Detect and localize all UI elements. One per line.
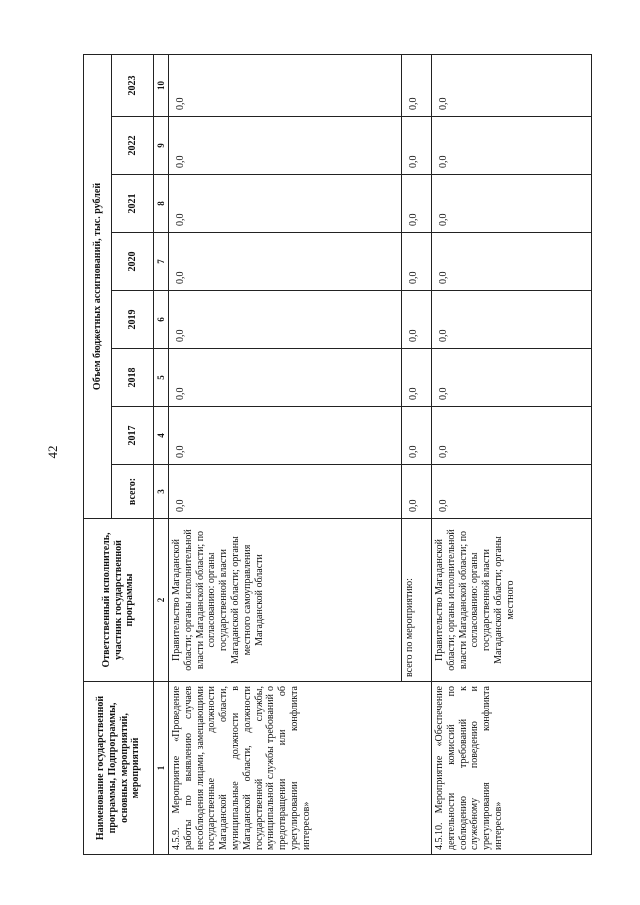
value-2017: 0,0 (402, 407, 432, 465)
page-number: 42 (45, 445, 60, 459)
header-year: 2022 (112, 117, 154, 175)
value-2022: 0,0 (432, 117, 592, 175)
value-2020: 0,0 (169, 233, 402, 291)
table-row (169, 54, 402, 854)
column-number: 3 (154, 465, 169, 519)
header-year: 2017 (112, 407, 154, 465)
value-2019: 0,0 (169, 291, 402, 349)
value-2020: 0,0 (432, 233, 592, 291)
value-2018: 0,0 (169, 349, 402, 407)
column-number: 9 (154, 117, 169, 175)
header-row-1 (84, 54, 112, 854)
table-row (432, 54, 592, 854)
value-2023: 0,0 (402, 54, 432, 116)
column-number: 8 (154, 175, 169, 233)
column-number: 2 (154, 519, 169, 682)
total-label: всего по мероприятию: (402, 519, 432, 682)
value-2021: 0,0 (402, 175, 432, 233)
value-2021: 0,0 (432, 175, 592, 233)
value-2022: 0,0 (402, 117, 432, 175)
value-2023: 0,0 (432, 54, 592, 116)
value-2023: 0,0 (169, 54, 402, 116)
value-2022: 0,0 (169, 117, 402, 175)
measure-name: 4.5.10. Мероприятие «Обеспечение деятельности комиссий по соблюдению требований к служебному поведению и урегулирования конфликта интересов» (432, 682, 592, 855)
header-responsible: Ответственный исполнитель, участник государственной программы (84, 519, 154, 682)
header-budget-group: Объем бюджетных ассигнований, тыс. рублей (84, 54, 112, 518)
column-number: 4 (154, 407, 169, 465)
header-year: 2021 (112, 175, 154, 233)
column-number: 1 (154, 682, 169, 855)
value-2018: 0,0 (432, 349, 592, 407)
budget-table (83, 54, 592, 855)
value-2021: 0,0 (169, 175, 402, 233)
value-total: 0,0 (402, 465, 432, 519)
header-year: 2018 (112, 349, 154, 407)
rotated-page (83, 55, 623, 855)
header-year: 2023 (112, 54, 154, 116)
column-numbers-row (154, 54, 169, 854)
value-total: 0,0 (169, 465, 402, 519)
header-name: Наименование государственной программы, Подпрограммы, основных мероприятий, мероприятий (84, 682, 154, 855)
header-year: 2019 (112, 291, 154, 349)
value-2017: 0,0 (432, 407, 592, 465)
measure-name: 4.5.9. Мероприятие «Проведение работы по выявлению случаев несоблюдения лицами, замещающими государственные должности Магаданской области, муниципальные должности в Магаданской области, должности государственной службы, муниципальной службы требований о предотвращении или об урегулировании конфликта интересов» (169, 682, 432, 855)
column-number: 10 (154, 54, 169, 116)
value-2020: 0,0 (402, 233, 432, 291)
column-number: 5 (154, 349, 169, 407)
value-2017: 0,0 (169, 407, 402, 465)
value-2019: 0,0 (432, 291, 592, 349)
value-2018: 0,0 (402, 349, 432, 407)
column-number: 7 (154, 233, 169, 291)
header-year: 2020 (112, 233, 154, 291)
value-total: 0,0 (432, 465, 592, 519)
responsible-cell: Правительство Магаданской области; органы исполнительной власти Магаданской области; по согласованию: органы государственной власти Магаданской области; органы местного (432, 519, 592, 682)
responsible-cell: Правительство Магаданской области; органы исполнительной власти Магаданской области; по согласованию: органы государственной власти Магаданской области; органы местного самоуправления Магаданской области (169, 519, 402, 682)
column-number: 6 (154, 291, 169, 349)
header-total: всего: (112, 465, 154, 519)
value-2019: 0,0 (402, 291, 432, 349)
